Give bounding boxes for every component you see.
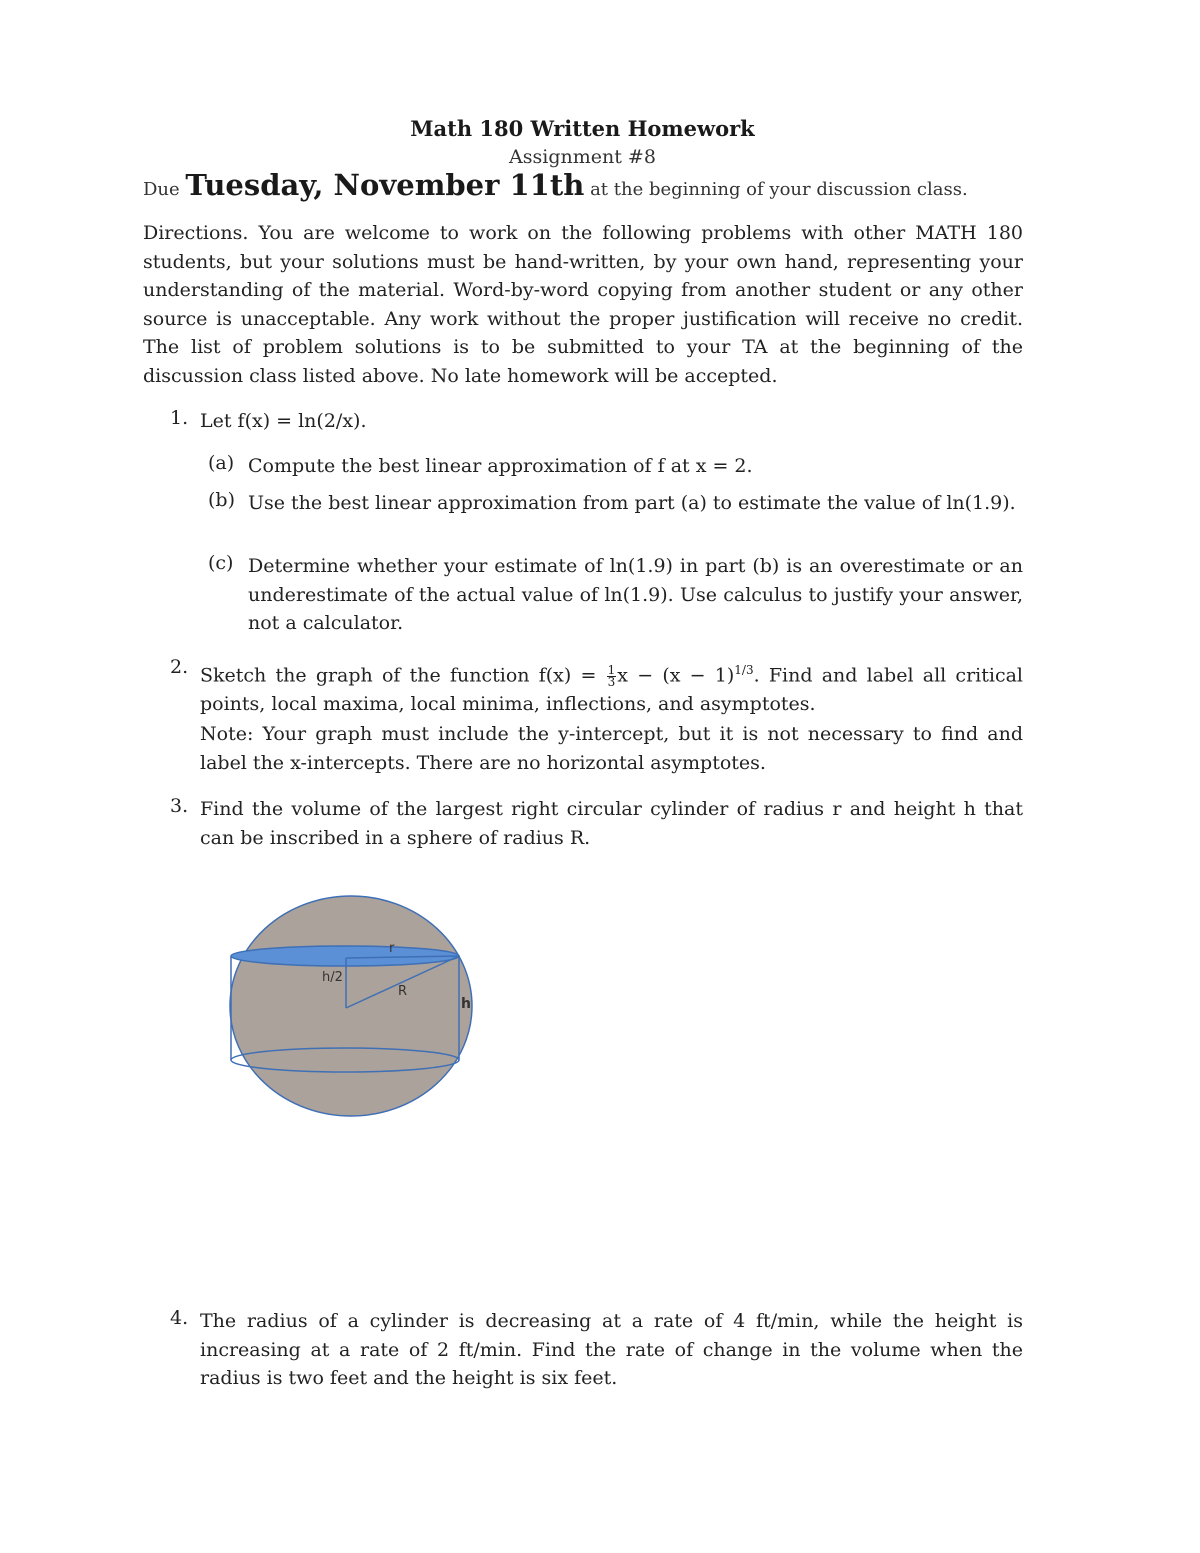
problem-3-text: Find the volume of the largest right circular cylinder of radius r and height h that can be inscribed in a sphere of radius R. [200,798,1023,849]
problem-3-number: 3. [170,795,189,817]
assignment-number: Assignment #8 [509,146,656,168]
label-h: h [461,996,471,1012]
fraction-denominator: 3 [607,674,616,689]
due-date: Tuesday, November 11th [185,168,585,202]
problem-2-text-after: . Find and label all critical points, local maxima, local minima, inflections, and asymptotes. [200,664,1023,715]
label-h-over-2: h/2 [322,970,343,985]
problem-2-number: 2. [170,656,189,678]
problem-4-text: The radius of a cylinder is decreasing at a rate of 4 ft/min, while the height is increasing at a rate of 2 ft/min. Find the rate of change in the volume when the radius is two feet and the height is six feet. [200,1310,1023,1389]
label-R: R [398,984,408,999]
problem-2-text-mid: x − (x − 1) [617,664,735,687]
due-line [143,168,968,202]
problem-1a-text: Compute the best linear approximation of f at x = 2. [248,455,753,477]
problem-4-number: 4. [170,1307,189,1329]
problem-2-text-before: Sketch the graph of the function f(x) = [200,664,606,687]
problem-1b-text: Use the best linear approximation from part (a) to estimate the value of ln(1.9). [248,492,1016,514]
cylinder-in-sphere-figure [220,890,485,1120]
due-prefix: Due [143,179,180,200]
problem-2-text [200,656,1023,718]
problem-2-exponent: 1/3 [734,663,754,677]
problem-1-stem: Let f(x) = ln(2/x). [200,410,367,432]
label-r: r [389,941,395,956]
page-title: Math 180 Written Homework [410,116,755,141]
fraction-numerator: 1 [607,662,616,677]
problem-1c-label: (c) [208,552,234,574]
directions-paragraph: Directions. You are welcome to work on the following problems with other MATH 180 students, but your solutions must be hand-written, by your own hand, representing your understanding of the material. Word-by-word copying from another student or any other source is unacceptable. Any work without the proper justification will receive no credit. The list of problem solutions is to be submitted to your TA at the beginning of the discussion class listed above. No late homework will be accepted. [143,222,1023,387]
due-suffix: at the beginning of your discussion class. [590,179,968,200]
problem-1c-text: Determine whether your estimate of ln(1.9) in part (b) is an overestimate or an underestimate of the actual value of ln(1.9). Use calculus to justify your answer, not a calculator. [248,555,1023,634]
one-third-fraction [607,662,617,689]
problem-2-note: Note: Your graph must include the y-intercept, but it is not necessary to find and label the x-intercepts. There are no horizontal asymptotes. [200,723,1023,774]
problem-1a-label: (a) [208,452,235,474]
problem-1b-label: (b) [208,489,235,511]
problem-1-number: 1. [170,407,189,429]
